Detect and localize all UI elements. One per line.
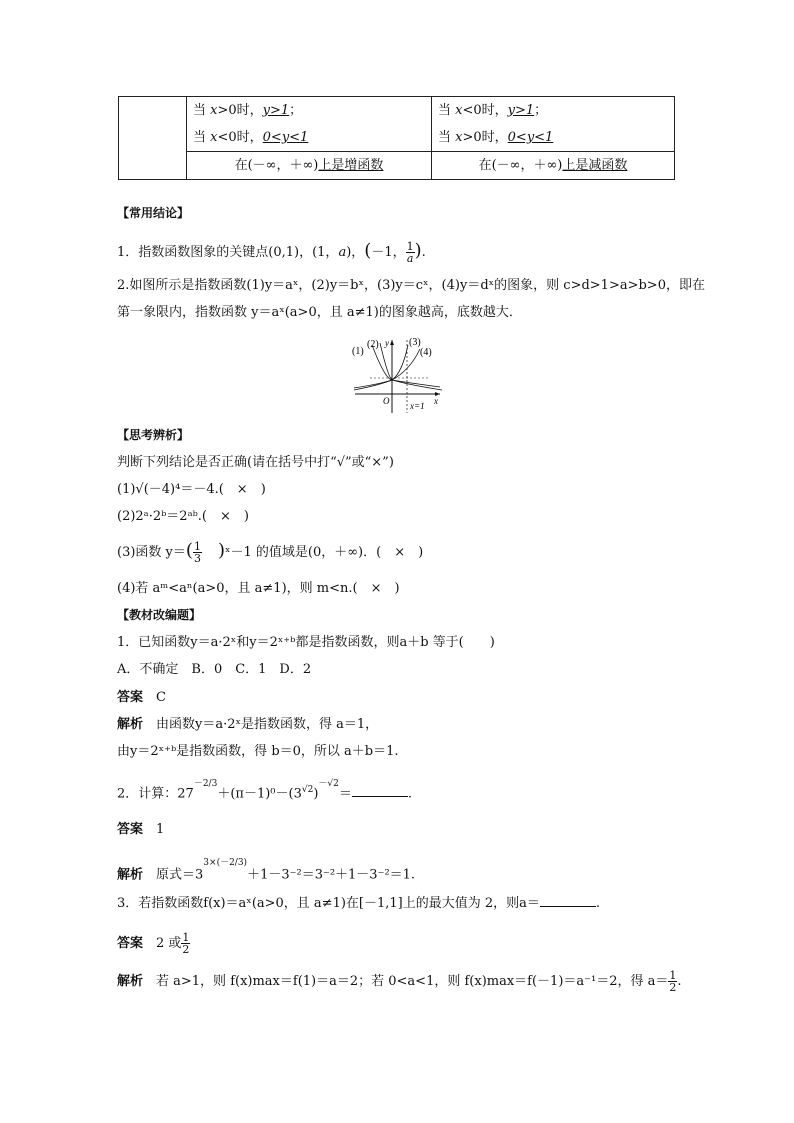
text: 当 [438, 103, 456, 118]
table-row [119, 97, 675, 152]
think-q3 [117, 540, 423, 564]
numerator: 1 [669, 969, 677, 982]
label-x: x [434, 396, 438, 406]
answer-text: 上是增函数 [318, 158, 384, 173]
problem-3-answer [117, 932, 190, 955]
exponent: －2/3 [193, 779, 218, 789]
answer-value: 1 [156, 822, 165, 837]
table-line [193, 97, 425, 124]
numerator: 1 [182, 931, 190, 944]
y-axis-arrow [390, 340, 394, 345]
fraction [193, 541, 202, 564]
paren-right: ) [217, 540, 225, 561]
solution-label: 解析 [117, 867, 144, 883]
numerator: 1 [406, 240, 414, 253]
text: 在(－∞，＋∞) [478, 158, 563, 173]
answer-text: y>1 [507, 103, 535, 118]
text: . [595, 896, 601, 911]
denominator: a [406, 252, 414, 265]
problem-1-question: 1．已知函数y＝a·2ˣ和y＝2ˣ⁺ᵇ都是指数函数，则a＋b 等于( ) [117, 635, 495, 650]
conclusion-2-line2: 第一象限内，指数函数 y＝aˣ(a>0，且 a≠1)的图象越高，底数越大． [117, 305, 522, 320]
text: ； [534, 103, 548, 118]
answer-label: 答案 [117, 822, 144, 837]
text: 由函数y＝a·2ˣ是指数函数，得 a＝1， [156, 717, 379, 732]
text: 1．指数函数图象的关键点(0,1)，(1， [117, 245, 339, 260]
label-origin: O [383, 396, 390, 406]
problem-2-answer [117, 822, 164, 838]
table-line [438, 152, 668, 179]
problem-3-question [117, 896, 600, 912]
answer-text: 0<y<1 [507, 130, 554, 145]
paren-left: ( [185, 540, 193, 561]
think-q4: (4)若 aᵐ<aⁿ(a>0，且 a≠1)，则 m<n.( × ) [117, 581, 400, 596]
text: 当 [193, 103, 211, 118]
section-heading-think: 【思考辨析】 [117, 428, 190, 442]
answer-text: y>1 [262, 103, 290, 118]
text: 若 a>1，则 f(x)max＝f(1)＝a＝2；若 0<a<1，则 f(x)max＝f(－1)＝a⁻¹＝2，得 a＝ [156, 974, 669, 989]
numerator: 1 [193, 540, 201, 553]
think-q2: (2)2ᵃ·2ᵇ＝2ᵃᵇ.( × ) [117, 509, 249, 524]
label-1: (1) [352, 346, 364, 357]
problem-1-answer [117, 690, 166, 706]
text: ； [289, 103, 303, 118]
text: 3．若指数函数f(x)＝aˣ(a>0，且 a≠1)在[－1,1]上的最大值为 2，则a＝ [117, 896, 540, 911]
table-line [193, 124, 425, 151]
period: . [421, 245, 426, 260]
text: a [338, 245, 347, 260]
answer-value: C [156, 690, 166, 705]
label-4: (4) [420, 347, 432, 358]
answer-text: 0<y<1 [262, 130, 309, 145]
answer-blank [540, 896, 596, 907]
exponent: －√2 [318, 779, 339, 789]
table-cell-increasing [187, 152, 432, 180]
table-cell-a-gt-1-values [187, 97, 432, 152]
fraction [181, 932, 190, 955]
text: x [210, 103, 218, 118]
text: x [455, 103, 463, 118]
table-line [438, 97, 668, 124]
table-line [193, 152, 425, 179]
think-intro: 判断下列结论是否正确(请在括号中打“√”或“×”) [117, 455, 394, 470]
text: )， [346, 245, 365, 260]
denominator: 2 [669, 981, 677, 994]
solution-label: 解析 [117, 717, 144, 732]
text: 当 [438, 130, 456, 145]
exp-function-property-table [118, 96, 675, 180]
text: 2．计算：27 [117, 786, 194, 802]
exponent: 3×(－2/3) [203, 858, 248, 868]
answer-text: 上是减函数 [562, 158, 628, 173]
text: －1， [371, 245, 406, 260]
answer-label: 答案 [117, 936, 144, 951]
answer-blank [352, 786, 408, 797]
problem-2-solution [117, 858, 416, 883]
paren-right: ) [414, 240, 422, 261]
table-line [438, 124, 668, 151]
table-cell-decreasing [432, 152, 675, 180]
text: 当 [193, 130, 211, 145]
text: 2 或 [156, 936, 182, 951]
think-q1: (1)√(－4)⁴＝－4.( × ) [117, 482, 266, 497]
label-x-equals-1: x=1 [410, 401, 425, 411]
text: ＋(π－1)⁰－(3 [217, 786, 302, 802]
text: ＋1－3⁻²＝3⁻²＋1－3⁻²＝1. [247, 867, 416, 883]
text: 原式＝3 [156, 867, 204, 883]
text: x [210, 130, 218, 145]
label-3: (3) [409, 337, 421, 348]
exponential-graphs-figure [350, 335, 450, 415]
table-row [119, 152, 675, 180]
text: >0时， [462, 130, 508, 145]
problem-3-solution: 解析 若 a>1，则 f(x)max＝f(1)＝a＝2；若 0<a<1，则 f(x)max＝f(－1)＝a⁻¹＝2，得 a＝ $\frac{1}{2}$ . [117, 969, 682, 994]
text: ＝ [338, 786, 352, 802]
denominator: 2 [182, 943, 190, 956]
denominator: 3 [193, 552, 201, 565]
text: x [455, 130, 463, 145]
problem-1-solution-line1 [117, 717, 378, 733]
text: 在(－∞，＋∞) [234, 158, 319, 173]
section-heading-textbook: 【教材改编题】 [117, 608, 202, 622]
problem-1-solution-line2: 由y＝2ˣ⁺ᵇ是指数函数，得 b＝0，所以 a＋b＝1. [117, 744, 399, 759]
conclusion-2-line1: 2.如图所示是指数函数(1)y＝aˣ，(2)y＝bˣ，(3)y＝cˣ，(4)y＝dˣ的图象，则 c>d>1>a>b>0，即在 [117, 278, 705, 293]
label-y: y [385, 338, 389, 348]
text: >0时， [217, 103, 263, 118]
text: <0时， [462, 103, 508, 118]
answer-label: 答案 [117, 690, 144, 705]
problem-2-question: 2．计算：$27^{-2/3}+(\pi-1)^0-(3^{√2})^{-√2}=$ . [117, 779, 413, 802]
conclusion-1 [117, 240, 426, 264]
table-cell-0-lt-a-lt-1-values [432, 97, 675, 152]
exponent: √2 [301, 785, 314, 795]
text: ˣ－1 的值域是(0，＋∞)．( × ) [224, 545, 424, 560]
label-2: (2) [367, 339, 379, 350]
problem-1-options: A．不确定 B．0 C．1 D．2 [117, 662, 312, 677]
text: (3)函数 y＝ [117, 545, 186, 560]
solution-label: 解析 [117, 974, 144, 989]
text: <0时， [217, 130, 263, 145]
section-heading-common-conclusions: 【常用结论】 [117, 206, 190, 220]
fraction [406, 241, 415, 264]
table-empty-cell [119, 97, 187, 180]
text: . [407, 786, 413, 802]
paren-left: ( [364, 240, 372, 261]
